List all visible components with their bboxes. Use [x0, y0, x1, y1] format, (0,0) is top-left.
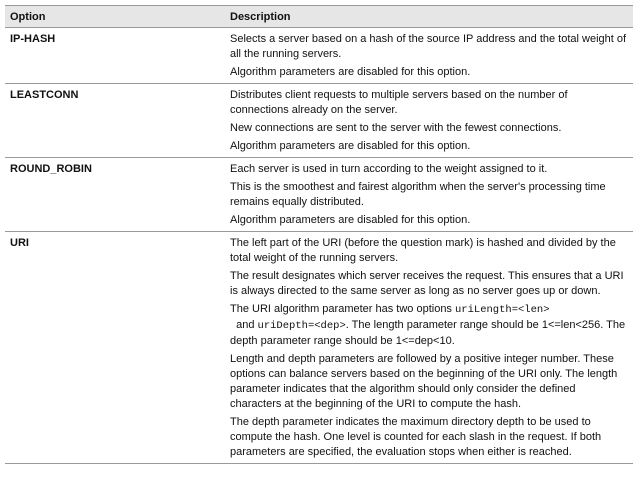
text-span: and: [230, 319, 258, 331]
option-description: [225, 236, 633, 460]
description-paragraph: New connections are sent to the server with the fewest connections.: [230, 122, 562, 134]
description-paragraph: Distributes client requests to multiple servers based on the number of connections already on the server.: [230, 89, 568, 116]
text-span: . The length parameter range should be 1<=len<256. The depth parameter range should be 1<=dep<10.: [230, 319, 626, 347]
option-name: URI: [10, 237, 29, 249]
header-description: Description: [230, 10, 291, 23]
description-paragraph: The left part of the URI (before the question mark) is hashed and divided by the total weight of the running servers.: [230, 237, 616, 264]
table-header: [5, 6, 633, 28]
description-paragraph: The depth parameter indicates the maximum directory depth to be used to compute the hash. One level is counted for each slash in the request. If both parameters are specified, the evaluation stops when either is reached.: [230, 416, 602, 458]
table-row-round-robin: [5, 158, 633, 232]
description-paragraph: Algorithm parameters are disabled for this option.: [230, 66, 471, 78]
option-name: IP-HASH: [10, 33, 56, 45]
option-description: [225, 162, 633, 228]
table-row-ip-hash: [5, 28, 633, 84]
description-paragraph: This is the smoothest and fairest algorithm when the server's processing time remains equally distributed.: [230, 181, 606, 208]
algorithm-table: [5, 5, 633, 464]
option-name: ROUND_ROBIN: [10, 163, 92, 175]
table-row-uri: [5, 232, 633, 464]
description-paragraph-uri-params: [230, 302, 629, 349]
description-paragraph: Algorithm parameters are disabled for this option.: [230, 214, 471, 226]
text-span: The URI algorithm parameter has two options: [230, 303, 455, 315]
option-description: [225, 88, 633, 154]
description-paragraph: The result designates which server receives the request. This ensures that a URI is always directed to the same server as long as no server goes up or down.: [230, 270, 624, 297]
table-row-leastconn: [5, 84, 633, 158]
header-option: Option: [10, 10, 46, 23]
description-paragraph: Algorithm parameters are disabled for this option.: [230, 140, 471, 152]
option-name: LEASTCONN: [10, 89, 79, 101]
description-paragraph: Each server is used in turn according to the weight assigned to it.: [230, 163, 548, 175]
option-description: [225, 32, 633, 80]
description-paragraph: Length and depth parameters are followed by a positive integer number. These options can balance servers based on the beginning of the URI only. The length parameter indicates that the algorithm should only consider the defined characters at the beginning of the URI to compute the hash.: [230, 353, 618, 410]
description-paragraph: Selects a server based on a hash of the source IP address and the total weight of all the running servers.: [230, 33, 627, 60]
uri-length-code: uriLength=<len>: [455, 304, 550, 316]
uri-depth-code: uriDepth=<dep>: [257, 320, 346, 332]
